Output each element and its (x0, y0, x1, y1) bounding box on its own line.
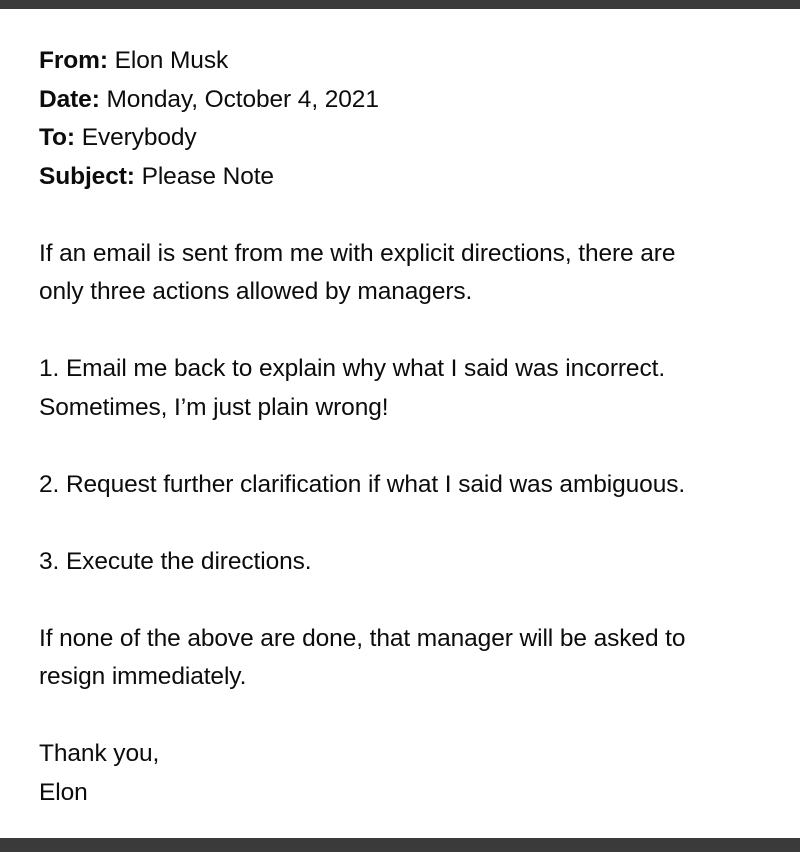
date-value: Monday, October 4, 2021 (106, 85, 379, 113)
action-item-2: 2. Request further clarification if what I said was ambiguous. (39, 470, 686, 498)
date-label: Date: (39, 85, 100, 113)
to-label: To: (39, 124, 75, 151)
bottom-border-bar (0, 838, 800, 852)
subject-label: Subject: (39, 162, 135, 190)
date-line (39, 81, 779, 120)
email-message (39, 42, 779, 812)
action-item-1 (39, 350, 779, 427)
warning-line-1: If none of the above are done, that manager will be asked to (39, 624, 686, 652)
action-item-3: 3. Execute the directions. (39, 547, 312, 575)
subject-value: Please Note (141, 162, 274, 190)
from-label: From: (39, 47, 108, 74)
intro-line-1: If an email is sent from me with explicit directions, there are (39, 239, 676, 267)
signature: Elon (39, 778, 88, 806)
from-value: Elon Musk (114, 47, 229, 74)
closing-line: Thank you, (39, 740, 160, 767)
to-line (39, 119, 779, 158)
action-item-1-line-1: 1. Email me back to explain why what I said was incorrect. (39, 355, 666, 382)
intro-line-2: only three actions allowed by managers. (39, 278, 473, 305)
subject-line (39, 158, 779, 197)
from-line (39, 42, 779, 81)
action-item-1-line-2: Sometimes, I’m just plain wrong! (39, 393, 389, 421)
warning-line-2: resign immediately. (39, 663, 247, 690)
top-border-bar (0, 0, 800, 9)
to-value: Everybody (81, 124, 197, 151)
intro-paragraph (39, 235, 779, 312)
warning-paragraph (39, 620, 779, 697)
